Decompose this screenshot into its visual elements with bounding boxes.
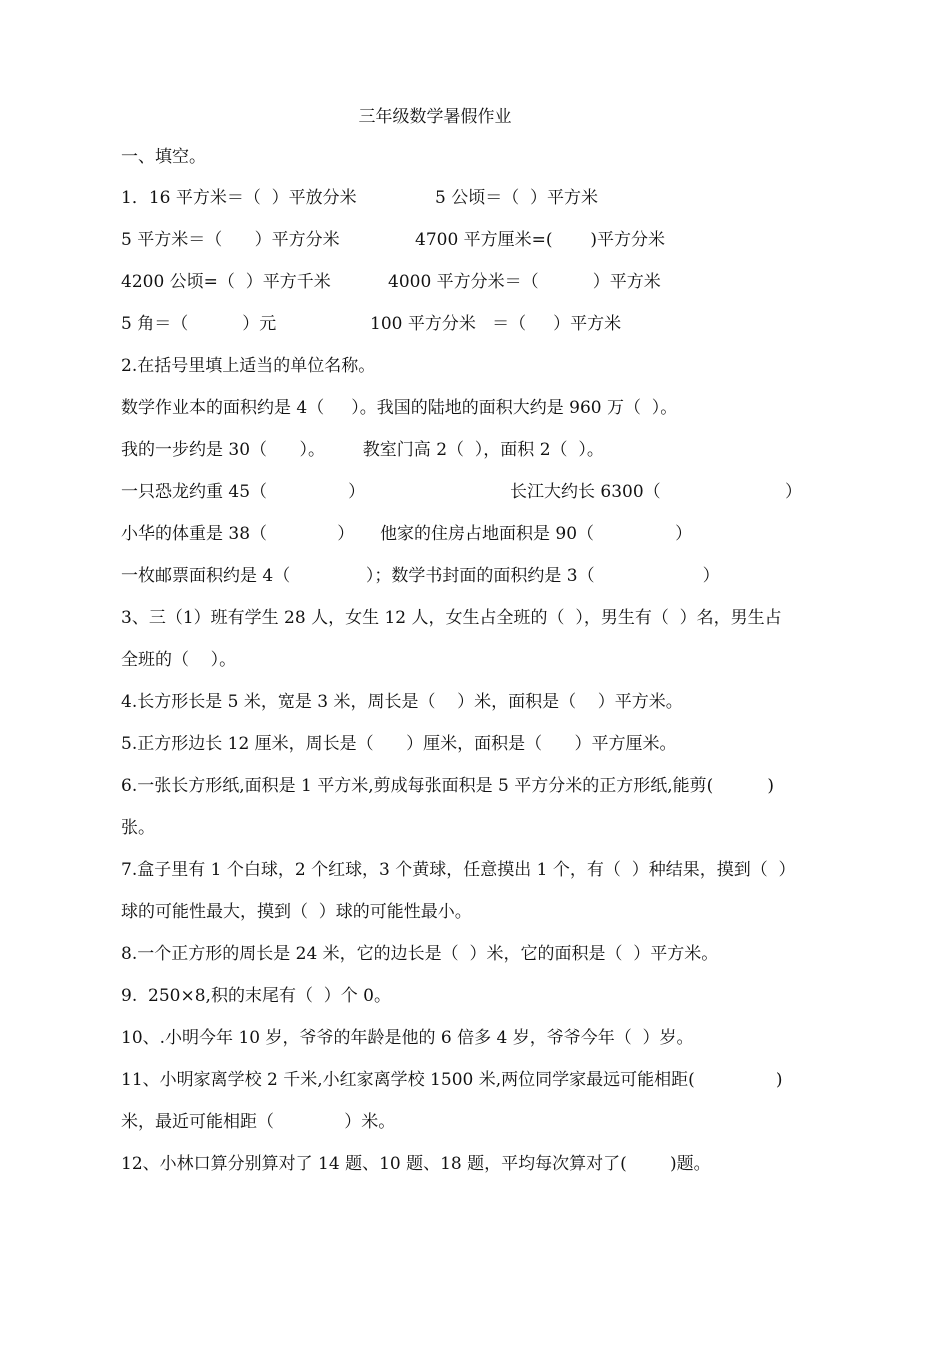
q8-line: 8.一个正方形的周长是 24 米，它的边长是（ ）米，它的面积是（ ）平方米。 — [121, 944, 719, 964]
q2-line-3a: 一只恐龙约重 45（ ） — [121, 482, 366, 502]
q2-line-4a: 小华的体重是 38（ ） — [121, 524, 355, 544]
q1-item-h: 100 平方分米 ＝（ ）平方米 — [370, 314, 622, 334]
q1-item-c: 5 平方米＝（ ）平方分米 — [121, 230, 340, 250]
q2-line-4b: 他家的住房占地面积是 90（ ） — [380, 524, 693, 544]
q4-line: 4.长方形长是 5 米，宽是 3 米，周长是（ ）米，面积是（ ）平方米。 — [121, 692, 683, 712]
q10-line: 10、.小明今年 10 岁，爷爷的年龄是他的 6 倍多 4 岁，爷爷今年（ ）岁。 — [121, 1028, 694, 1048]
q1-item-f: 4000 平方分米＝（ ）平方米 — [388, 272, 661, 292]
q2-line-5: 一枚邮票面积约是 4（ ）；数学书封面的面积约是 3（ ） — [121, 566, 720, 586]
q7-line-2: 球的可能性最大，摸到（ ）球的可能性最小。 — [121, 902, 472, 922]
q6-line-2: 张。 — [121, 818, 155, 838]
q2-line-3b: 长江大约长 6300（ ） — [510, 482, 802, 502]
q9-line: 9. 250×8,积的末尾有（ ）个 0。 — [121, 986, 391, 1006]
q1-item-e: 4200 公顷=（ ）平方千米 — [121, 272, 331, 292]
q3-line-2: 全班的（ ）。 — [121, 650, 237, 670]
q2-heading: 2.在括号里填上适当的单位名称。 — [121, 356, 376, 376]
q11-line-2: 米，最近可能相距（ ）米。 — [121, 1112, 396, 1132]
q1-item-d: 4700 平方厘米=( )平方分米 — [415, 230, 666, 250]
q1-item-g: 5 角＝（ ）元 — [121, 314, 277, 334]
q2-line-2: 我的一步约是 30（ ）。 教室门高 2（ ），面积 2（ ）。 — [121, 440, 604, 460]
section-heading: 一、填空。 — [121, 147, 206, 167]
q2-line-1: 数学作业本的面积约是 4（ ）。我国的陆地的面积大约是 960 万（ ）。 — [121, 398, 678, 418]
q3-line-1: 3、三（1）班有学生 28 人，女生 12 人，女生占全班的（ ），男生有（ ）名，男生占 — [121, 608, 782, 628]
q7-line-1: 7.盒子里有 1 个白球，2 个红球，3 个黄球，任意摸出 1 个，有（ ）种结果，摸到（ ） — [121, 860, 796, 880]
q11-line-1: 11、小明家离学校 2 千米,小红家离学校 1500 米,两位同学家最远可能相距( ) — [121, 1070, 783, 1090]
q1-item-b: 5 公顷＝（ ）平方米 — [435, 188, 599, 208]
q5-line: 5.正方形边长 12 厘米，周长是（ ）厘米，面积是（ ）平方厘米。 — [121, 734, 677, 754]
q6-line-1: 6.一张长方形纸,面积是 1 平方米,剪成每张面积是 5 平方分米的正方形纸,能剪( ) — [121, 776, 774, 796]
page-title: 三年级数学暑假作业 — [358, 107, 512, 127]
q1-item-a: 1．16 平方米＝（ ）平放分米 — [121, 188, 357, 208]
q12-line: 12、小林口算分别算对了 14 题、10 题、18 题，平均每次算对了( )题。 — [121, 1154, 711, 1174]
